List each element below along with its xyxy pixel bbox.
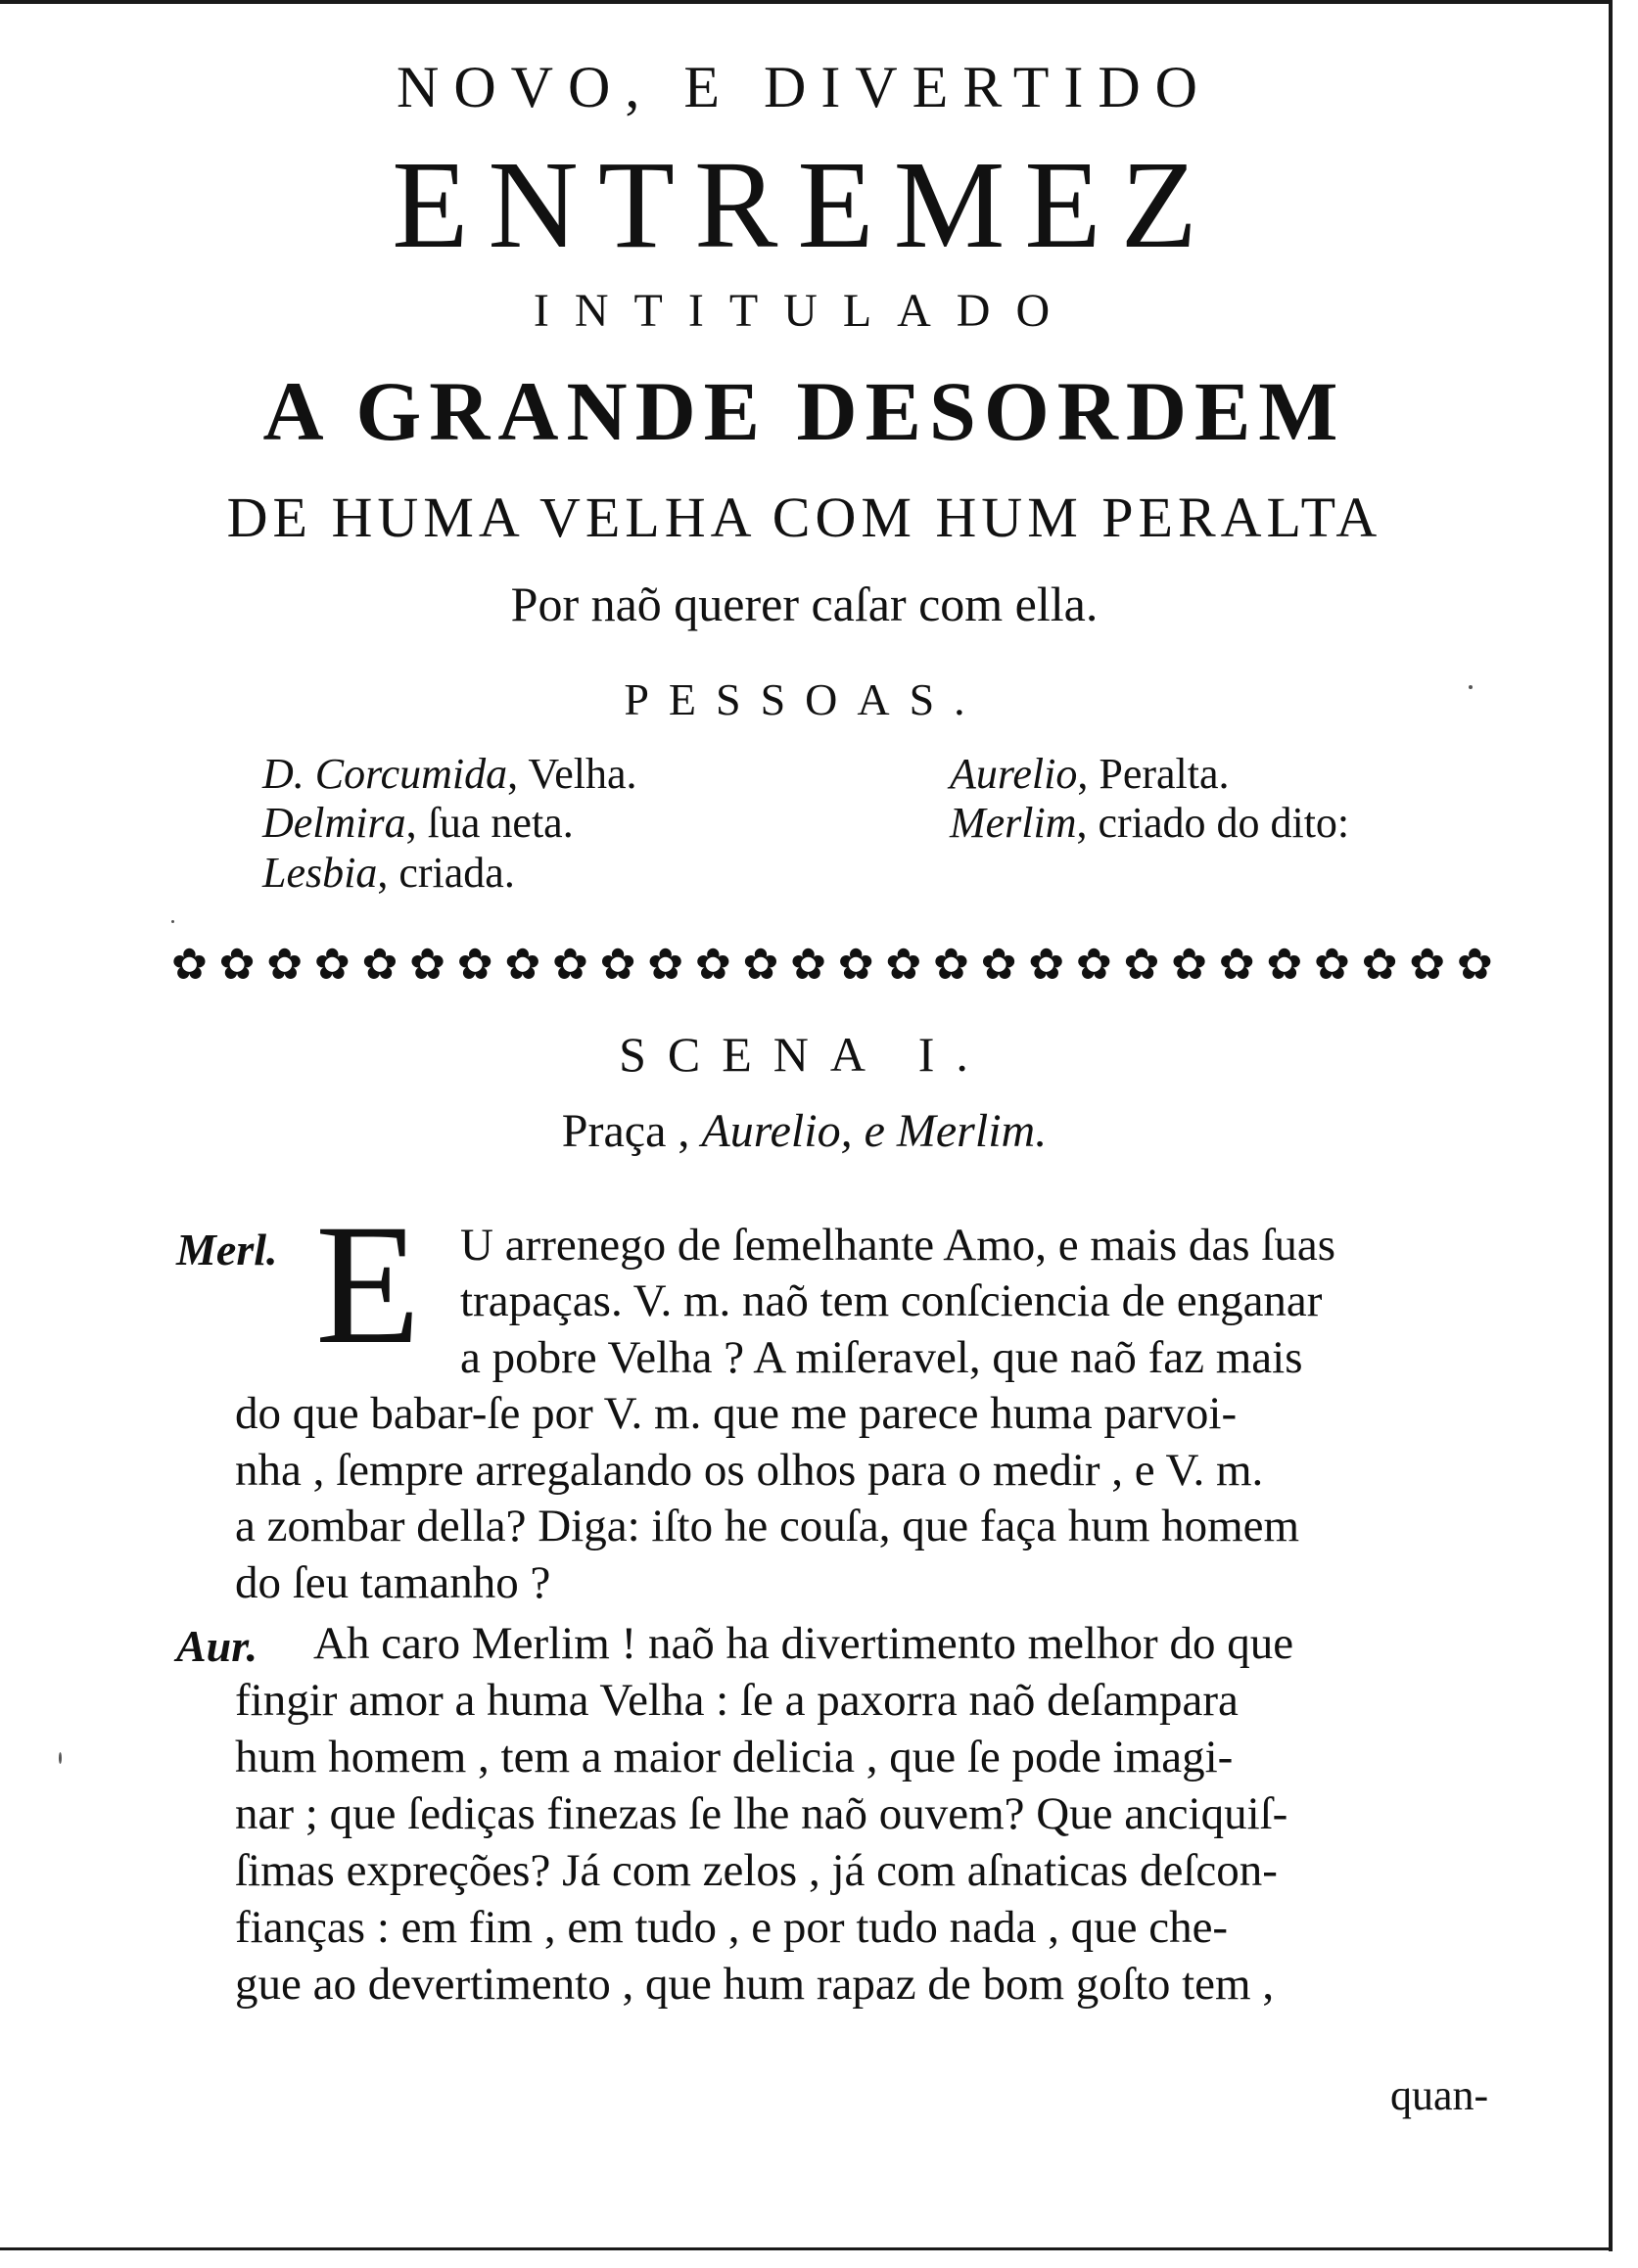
title-line-3: INTITULADO — [533, 285, 1076, 337]
paper-speck — [1469, 685, 1473, 689]
flower-ornament-icon: ✿ — [647, 940, 684, 990]
title-main: ENTREMEZ — [392, 135, 1217, 274]
text-line: fingir amor a huma Velha : ſe a paxorra naõ deſampara — [235, 1675, 1239, 1726]
persona-right-2 — [950, 798, 1349, 848]
persona-name: Aurelio — [950, 750, 1078, 798]
ornament-rule — [171, 938, 1493, 993]
flower-ornament-icon: ✿ — [1409, 940, 1446, 990]
text-line: ſimas expreções? Já com zelos , já com aſnaticas deſcon- — [235, 1845, 1278, 1896]
title-line-6: Por naõ querer caſar com ella. — [510, 577, 1099, 631]
persona-name: Lesbia — [262, 849, 378, 897]
text-line: a zombar della? Diga: iſto he couſa, que faça hum homem — [235, 1501, 1300, 1551]
text-line: Ah caro Merlim ! naõ ha divertimento melhor do que — [313, 1618, 1294, 1669]
setting-character-2: Merlim. — [896, 1105, 1048, 1157]
title-line-1: NOVO, E DIVERTIDO — [397, 55, 1212, 119]
text-line: a pobre Velha ? A miſeravel, que naõ faz mais — [460, 1332, 1303, 1383]
flower-ornament-icon: ✿ — [790, 940, 826, 990]
persona-left-1 — [262, 749, 637, 799]
persona-role: , Velha. — [507, 750, 637, 798]
flower-ornament-icon: ✿ — [599, 940, 636, 990]
persona-role: , ſua neta. — [405, 799, 574, 847]
flower-ornament-icon: ✿ — [933, 940, 969, 990]
flower-ornament-icon: ✿ — [885, 940, 922, 990]
flower-ornament-icon: ✿ — [1314, 940, 1350, 990]
flower-ornament-icon: ✿ — [456, 940, 493, 990]
flower-ornament-icon: ✿ — [552, 940, 588, 990]
text-line: gue ao devertimento , que hum rapaz de bom goſto tem , — [235, 1959, 1275, 2010]
flower-ornament-icon: ✿ — [171, 940, 208, 990]
persona-right-1 — [950, 749, 1230, 799]
title-line-5: DE HUMA VELHA COM HUM PERALTA — [226, 486, 1382, 549]
flower-ornament-icon: ✿ — [1361, 940, 1398, 990]
flower-ornament-icon: ✿ — [1075, 940, 1112, 990]
flower-ornament-icon: ✿ — [1456, 940, 1493, 990]
persona-role: , Peralta. — [1077, 750, 1230, 798]
flower-ornament-icon: ✿ — [218, 940, 256, 990]
setting-conjunction: , e — [840, 1105, 897, 1157]
drop-cap: E — [315, 1189, 421, 1380]
flower-ornament-icon: ✿ — [361, 940, 398, 990]
setting-place: Praça , — [561, 1105, 702, 1157]
scene-setting — [0, 1104, 1609, 1158]
flower-ornament-icon: ✿ — [980, 940, 1017, 990]
text-line: do que babar-ſe por V. m. que me parece huma parvoi- — [235, 1388, 1238, 1439]
title-line-4: A GRANDE DESORDEM — [262, 364, 1346, 458]
persona-name: Delmira — [262, 799, 406, 847]
catchword: quan- — [1390, 2071, 1489, 2119]
flower-ornament-icon: ✿ — [837, 940, 874, 990]
flower-ornament-icon: ✿ — [694, 940, 731, 990]
text-line: U arrenego de ſemelhante Amo, e mais das ſuas — [460, 1220, 1336, 1271]
flower-ornament-icon: ✿ — [504, 940, 541, 990]
text-line: hum homem , tem a maior delicia , que ſe pode imagi- — [235, 1732, 1234, 1782]
persona-name: Merlim — [950, 799, 1077, 847]
text-line: trapaças. V. m. naõ tem conſciencia de enganar — [460, 1275, 1323, 1326]
setting-character-1: Aurelio — [701, 1105, 841, 1157]
paper-speck — [171, 920, 174, 923]
flower-ornament-icon: ✿ — [1266, 940, 1303, 990]
flower-ornament-icon: ✿ — [1171, 940, 1207, 990]
flower-ornament-icon: ✿ — [409, 940, 445, 990]
flower-ornament-icon: ✿ — [742, 940, 779, 990]
page-top-edge — [0, 0, 1609, 4]
persona-name: D. Corcumida — [262, 750, 508, 798]
text-line: fianças : em fim , em tudo , e por tudo nada , que che- — [235, 1902, 1229, 1953]
speaker-aurelio: Aur. — [176, 1621, 258, 1671]
flower-ornament-icon: ✿ — [1218, 940, 1255, 990]
flower-ornament-icon: ✿ — [266, 940, 304, 990]
persona-role: , criada. — [377, 849, 515, 897]
text-line: nha , ſempre arregalando os olhos para o medir , e V. m. — [235, 1445, 1264, 1496]
page-bottom-edge — [0, 2247, 1609, 2250]
speaker-merlim: Merl. — [176, 1225, 278, 1274]
persona-left-2 — [262, 798, 574, 848]
paper-speck — [59, 1752, 62, 1764]
flower-ornament-icon: ✿ — [313, 940, 351, 990]
text-line: do ſeu tamanho ? — [235, 1557, 551, 1608]
text-line: nar ; que ſediças finezas ſe lhe naõ ouvem? Que anciquiſ- — [235, 1788, 1288, 1839]
persona-role: , criado do dito: — [1076, 799, 1350, 847]
persona-left-3 — [262, 848, 515, 898]
personae-heading: PESSOAS. — [624, 674, 985, 724]
scene-heading: SCENA I. — [619, 1027, 990, 1082]
flower-ornament-icon: ✿ — [1123, 940, 1160, 990]
flower-ornament-icon: ✿ — [1028, 940, 1065, 990]
page-right-edge — [1609, 0, 1613, 2251]
